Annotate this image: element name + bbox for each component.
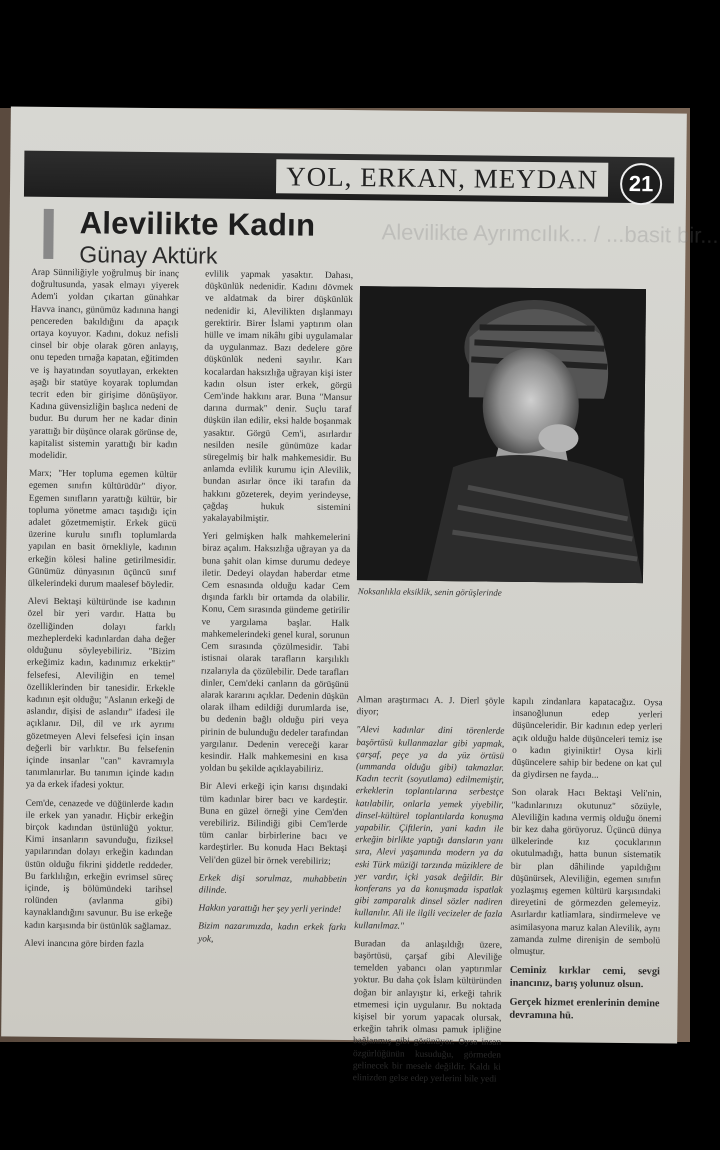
paragraph: Bir Alevi erkeği için karısı dışındaki tüm kadınlar birer bacı ve kardeştir. Buna en güzel örneği yine Cem'den verebiliriz. Bilindiği gibi Cem'lerde tüm canlar birbirlerine bacı ve kardeştirler. Bu konuda Hacı Bektaşi Veli'den güzel bir örnek verebiliriz; <box>198 781 348 867</box>
closing-line: Gerçek hizmet erenlerinin demine devramına hü. <box>509 997 660 1022</box>
paragraph: Yeri gelmişken halk mahkemelerini biraz açalım. Haksızlığa uğrayan ya da buna şahit olan kimse durumu dedeye iletir. Dedeyi olaydan haberdar etme Cem esnasında olduğu kadar Cem dışında farklı bir ortamda da olabilir. Konu, Cem sırasında gündeme getirilir ve yargılama başlar. Halk mahkemelerindeki genel kural, sorunun Cem sırasında çözülmesidir. Tabi istisnai olarak tarafların karşılıklı rızalarıyla da çözülebilir. Dede tarafları dinler, Cem'deki canların da görüşünü alarak kararını açıklar. Dedenin düşkün olarak ilham edildiği durumlarda ise, bu dedenin bağlı olduğu piri veya pirinin de bulunduğu dedeler tarafından yargılanır. Dedenin vereceği karar kesindir. Halk mahkemesini en kısa yoldan bu şekilde açıklayabiliriz. <box>199 531 351 775</box>
paragraph: Alevi inancına göre birden fazla <box>24 938 144 950</box>
article-title: Alevilikte Kadın <box>79 205 316 243</box>
paragraph: Buradan da anlaşıldığı üzere, başörtüsü, çarşaf gibi Aleviliğe temelden yabancı olan yaptırımlar yoktur. Bu daha çok İslam kültüründen doğan bir anlayıştır ki, erkeği tahrik etmemesi için uygulanır. Bu noktada kişisel bir yorum yapacak olursak, erkeğin tahrik olması pamuk ipliğine bağlanmış gibi görünüyor. Oysa insan özgürlüğünün kusuduğu, görmeden gelinecek bir mesele değildir. Kaldı ki elinizden gelse edep yerlerini bile yedi <box>352 938 503 1085</box>
poem-line: Hakkın yarattığı her şey yerli yerinde! <box>198 903 342 916</box>
text-column-3 <box>352 694 505 1085</box>
closing-line: Ceminiz kırklar cemi, sevgi inancınız, barış yolunuz olsun. <box>509 965 660 991</box>
photo-background <box>0 108 719 1085</box>
page-number: 21 <box>620 163 662 205</box>
paragraph: Marx; "Her topluma egemen kültür egemen sınıfın kültürüdür" diyor. Egemen sınıfların yarattığı kültür, bir topluma yönetme amacı taşıdığı için adalet gözetmemiştir. Erkek gücü üzerine kurulu sınıflı toplumlarda yapılan en basit örnekliyle, kadının erkeğin kölesi haline getirilmesidir. Günümüz dünyasının üçüncü sınıf ülkelerindeki durum maalesef böyledir. <box>27 468 178 591</box>
paragraph: Alevi Bektaşi kültüründe ise kadının özel bir yeri vardır. Hatta bu özelliğinden dolayı farklı mezheplerdeki kadınlardan daha değer olduğunu söyleyebiliriz. "Bizim erkeğimiz kadın, kadınımız erkektir" felsefesi, Aleviliğin en temel özelliklerinden bir tanesidir. Erkekle kadının eşit olduğu; "Aslanın erkeği de aslandır, dişisi de aslandır" ifadesi ile açıklanır. Dil, dil ve ırk ayrımı gözetmeyen Alevi felsefesi için insan değerli bir varlıktır. Bu felsefenin içinde insanlar "can" kavramıyla tanımlanırlar. Bu tanımın içinde kadın ya da erkek ifadesi yoktur. <box>25 596 176 792</box>
article-author: Günay Aktürk <box>79 241 218 269</box>
paragraph: Cem'de, cenazede ve düğünlerde kadın ile erkek yan yanadır. Hiçbir erkeğin birçok kadından üstünlüğü yoktur. Kimi insanların savunduğu, fiziksel yapılarından dolayı erkeğin kadından üstün olduğu fikrini şiddetle reddeder. Bu farklılığın, erkeğin evrimsel süreç içinde, iş bölümündeki tarihsel rolünden (avlanma gibi) kaynaklandığını savunur. Bu ise erkeğe kadın karşısında bir üstünlük sağlamaz. <box>24 798 174 932</box>
paragraph: kapılı zindanlara kapatacağız. Oysa insanoğlunun edep yerleri düşünceleridir. Bir kadının edep yerleri açık olduğu halde düşünceleri temiz ise o kadın giyiniktir! Oysa kirli düşüncelere sahip bir bedene on kat çul da giydirsen ne fayda... <box>511 696 663 781</box>
bleed-through-text: Alevilikte Ayrımcılık... / ...basit bir... <box>381 219 719 248</box>
paragraph: evlilik yapmak yasaktır. Dahası, düşkünlük nedenidir. Kadını dövmek ve aldatmak da birer düşkünlük nedenidir ki, Alevilikten dışlanmayı gerektirir. Birer İslami yaptırım olan hülle ve imam nikâhı gibi uygulamalar da uygulanmaz. Bazı dedelere göre düşkünlük nedeni sayılır. Karı kocalardan haksızlığa uğrayan kişi ister kadın olsun ister erkek, görgü Cem'inde hakkını arar. Buna "Mansur darına durmak" denir. Suçlu taraf düşkün ilan edilir, eksi halde boşanmak yasaktır. Görgü Cem'i, asırlardır nesilden nesile günümüze kadar süregelmiş bir halk mahkemesidir. Bu anlamda evlilik kurumu için Alevilik, bundan asırlar önce iki tarafın da hakkını gözeterek, deyim yerindeyse, çağdaş hukuk sistemini yakalayabilmiştir. <box>202 269 354 525</box>
poem-line: Bizim nazarımızda, kadın erkek farkı yok, <box>198 921 347 945</box>
text-column-2 <box>197 269 353 1031</box>
text-column-4 <box>509 696 662 1028</box>
paragraph: Son olarak Hacı Bektaşi Veli'nin, "kadınlarınızı okutunuz" sözüyle, Aleviliğin kadına vermiş olduğu önemi bir kez daha görüyoruz. Üçüncü dünya ülkelerinde kız çocuklarının okutulmadığı, hatta bunun sistematik bir plan dâhilinde yapıldığını düşünürsek, Aleviliğin, egemen sınıfın yozlaşmış egemen kültürü karşısındaki direyetini de görmezden gelemeyiz. Asırlardır katliamlara, sindirmeleve ve asimilasyona maruz kalan Alevilik, aynı zamanda zulme direnişin de sembolü olmuştur. <box>510 788 662 958</box>
text-column-1 <box>23 267 179 1029</box>
portrait-photo <box>357 286 646 583</box>
magazine-page <box>1 106 719 1085</box>
paragraph: Arap Sünniliğiyle yoğrulmuş bir inanç doğrultusunda, yasak elmayı yiyerek Adem'i yoldan çıkartan günahkar Havva inancı, günümüz kadınına hangi pencereden bakıldığını da apaçık ortaya koyuyor. Kadını, dokuz nefisli cinsel bir obje olarak gören anlayış, onu tepeden tırnağa kapatan, eğitimden ve iş hayatından soyutlayan, erkekten aşağı bir statüye koyarak toplumdan tecrit eden bir girişime dönüşüyor. Kadına güvensizliğin başlıca nedeni de budur. Bu durum her ne kadar dinin yarattığı bir düşünce olarak görünse de, kapitalist sistemin yarattığı bir kadın modelidir. <box>29 267 180 462</box>
title-accent-bar <box>43 209 54 259</box>
photo-caption: Noksanlıkla eksiklik, senin görüşlerinde <box>357 586 502 598</box>
section-title: YOL, ERKAN, MEYDAN <box>276 159 608 196</box>
quote: "Alevi kadınlar dini törenlerde başörtüsü kullanmazlar gibi yapmak, çarşaf, peçe ya da yüz örtüsü (ummanda olduğu gibi) takmazlar. Kadın tecrit (soyutlama) edilmemiştir, erkeklerin toplantılarına serbestçe katılabilir, onlarla yemek yiyebilir, dinsel-kültürel toplantılarda konuşma yapabilir. Çiftlerin, yani kadın ile erkeğin birlikte yaptığı dansların yanı sıra, Alevi yaşamında modern ya da eski Türk müziği tarzında müziklere de yer vardır, içki yasak değildir. Bir konferans ya da konuşmada ispatlak gibi zamparalık dinsel sözler nadiren kullanılır. Ali ile ilgili vecizeler de fazla kullanılmaz." <box>354 725 505 932</box>
paragraph: Alman araştırmacı A. J. Dierl şöyle diyor; <box>356 695 505 718</box>
poem-line: Erkek dişi sorulmaz, muhabbetin dilinde. <box>198 873 347 896</box>
portrait-illustration <box>357 286 646 583</box>
